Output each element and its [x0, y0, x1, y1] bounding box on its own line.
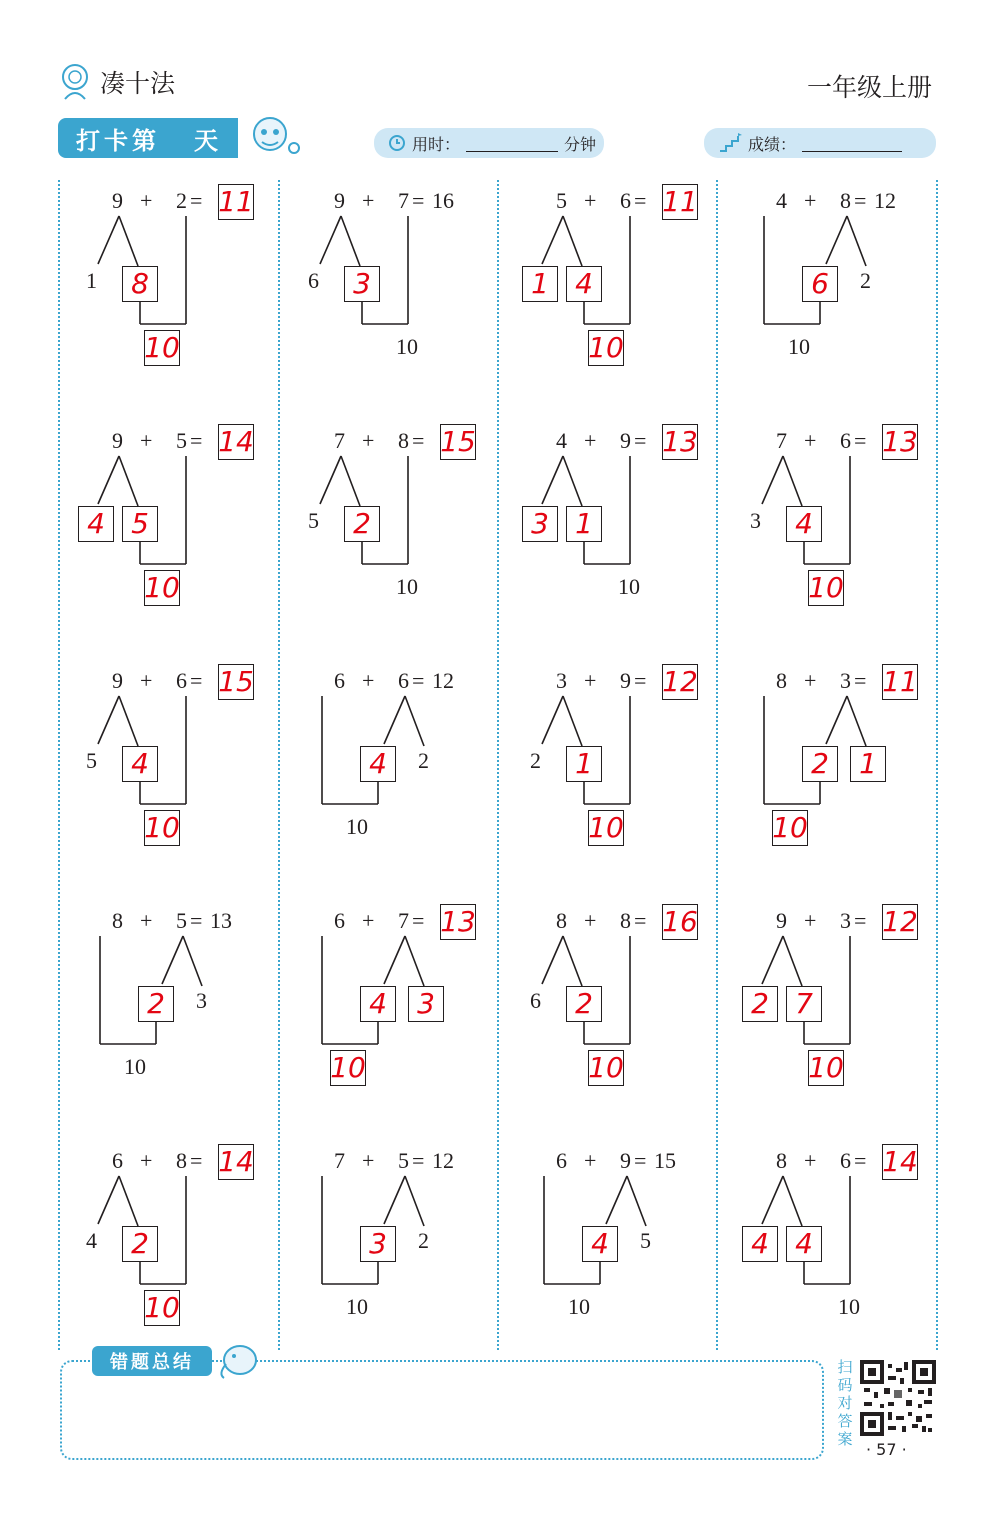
ten-answer-box[interactable]: 10	[772, 811, 808, 844]
plus-sign: +	[584, 668, 597, 693]
equals-sign: =	[190, 1148, 203, 1173]
plus-sign: +	[804, 1148, 817, 1173]
equals-sign: =	[190, 908, 203, 933]
equals-sign: =	[634, 908, 647, 933]
addend-a: 9	[334, 188, 345, 213]
checkin-day: 天	[194, 126, 222, 155]
split-line	[826, 216, 847, 264]
split-line	[384, 1176, 405, 1224]
score-field[interactable]	[704, 128, 936, 158]
split-part: 5	[640, 1228, 651, 1253]
addend-b: 6	[840, 428, 851, 453]
addend-b: 6	[398, 668, 409, 693]
split-part: 3	[750, 508, 761, 533]
split-answer-box[interactable]: 4	[786, 1226, 822, 1262]
addend-a: 6	[334, 668, 345, 693]
addend-b: 5	[176, 428, 187, 453]
equals-sign: =	[412, 428, 425, 453]
ten-value: 10	[346, 1294, 368, 1319]
checkin-label: 打卡第	[76, 126, 160, 155]
score-blank[interactable]	[802, 135, 902, 152]
split-line	[542, 216, 563, 264]
split-answer-box[interactable]: 4	[360, 986, 396, 1022]
plus-sign: +	[362, 908, 375, 933]
time-unit: 分钟	[564, 134, 597, 154]
result-answer-box[interactable]: 11	[882, 665, 918, 698]
addend-b: 8	[620, 908, 631, 933]
split-answer-box[interactable]: 5	[122, 506, 158, 542]
time-blank[interactable]	[466, 135, 558, 152]
split-line	[320, 216, 341, 264]
plus-sign: +	[584, 1148, 597, 1173]
make-ten-problem	[740, 1146, 960, 1376]
split-line	[762, 456, 783, 504]
addend-a: 4	[556, 428, 567, 453]
addend-b: 5	[398, 1148, 409, 1173]
ten-answer-box[interactable]: 10	[144, 1291, 180, 1324]
mascot-monkey-icon	[246, 112, 302, 164]
ten-value: 10	[346, 814, 368, 839]
addend-a: 7	[776, 428, 787, 453]
split-line	[563, 936, 582, 986]
addend-a: 6	[556, 1148, 567, 1173]
result-value: 15	[654, 1148, 676, 1173]
split-line	[119, 456, 138, 506]
page-number: · 57 ·	[866, 1440, 907, 1459]
make-ten-problem	[740, 186, 960, 416]
ten-value: 10	[396, 574, 418, 599]
addend-a: 7	[334, 1148, 345, 1173]
split-line	[405, 936, 424, 986]
split-line	[98, 696, 119, 744]
split-part: 2	[860, 268, 871, 293]
split-answer-box[interactable]: 2	[344, 506, 380, 542]
split-line	[542, 936, 563, 984]
addend-b: 5	[176, 908, 187, 933]
split-line	[542, 696, 563, 744]
plus-sign: +	[362, 1148, 375, 1173]
result-value: 12	[432, 668, 454, 693]
split-part: 5	[308, 508, 319, 533]
result-answer-box[interactable]: 12	[662, 665, 698, 698]
make-ten-problem	[520, 906, 740, 1136]
split-line	[341, 456, 360, 506]
elephant-icon	[216, 1340, 268, 1380]
split-line	[563, 456, 582, 506]
plus-sign: +	[804, 668, 817, 693]
result-answer-box[interactable]: 14	[882, 1145, 918, 1178]
ten-answer-box[interactable]: 10	[808, 1051, 844, 1084]
split-answer-box[interactable]: 4	[360, 746, 396, 782]
time-label: 用时：	[412, 134, 461, 154]
equals-sign: =	[190, 428, 203, 453]
split-answer-box[interactable]: 4	[566, 266, 602, 302]
split-answer-box[interactable]: 1	[566, 506, 602, 542]
ten-answer-box[interactable]: 10	[144, 331, 180, 364]
split-answer-box[interactable]: 7	[786, 986, 822, 1022]
addend-b: 8	[176, 1148, 187, 1173]
result-answer-box[interactable]: 15	[440, 425, 476, 458]
addend-a: 7	[334, 428, 345, 453]
split-line	[98, 1176, 119, 1224]
split-line	[320, 456, 341, 504]
make-ten-problem	[298, 906, 518, 1136]
split-answer-box[interactable]: 4	[122, 746, 158, 782]
split-answer-box[interactable]: 2	[122, 1226, 158, 1262]
ten-answer-box[interactable]: 10	[144, 571, 180, 604]
result-answer-box[interactable]: 13	[440, 905, 476, 938]
make-ten-problem	[76, 426, 296, 656]
equals-sign: =	[854, 428, 867, 453]
ten-answer-box[interactable]: 10	[588, 811, 624, 844]
section-title: 凑十法	[100, 69, 176, 98]
split-answer-box[interactable]: 4	[582, 1226, 618, 1262]
equals-sign: =	[854, 1148, 867, 1173]
equals-sign: =	[634, 188, 647, 213]
split-answer-box[interactable]: 3	[408, 986, 444, 1022]
addend-b: 9	[620, 1148, 631, 1173]
split-answer-box[interactable]: 3	[522, 506, 558, 542]
split-line	[119, 1176, 138, 1226]
split-answer-box[interactable]: 4	[78, 506, 114, 542]
split-part: 2	[418, 748, 429, 773]
split-answer-box[interactable]: 4	[742, 1226, 778, 1262]
addend-b: 6	[176, 668, 187, 693]
addend-a: 8	[776, 668, 787, 693]
result-answer-box[interactable]: 13	[662, 425, 698, 458]
split-part: 2	[418, 1228, 429, 1253]
make-ten-problem	[520, 426, 740, 656]
make-ten-problem	[298, 666, 518, 896]
plus-sign: +	[362, 668, 375, 693]
ten-value: 10	[568, 1294, 590, 1319]
split-answer-box[interactable]: 1	[850, 746, 886, 782]
equals-sign: =	[412, 1148, 425, 1173]
equals-sign: =	[412, 188, 425, 213]
make-ten-problem	[520, 666, 740, 896]
time-field[interactable]	[374, 128, 604, 158]
split-answer-box[interactable]: 1	[566, 746, 602, 782]
addend-b: 9	[620, 428, 631, 453]
addend-b: 2	[176, 188, 187, 213]
result-answer-box[interactable]: 15	[218, 665, 254, 698]
plus-sign: +	[804, 908, 817, 933]
split-line	[826, 696, 847, 744]
addend-b: 6	[620, 188, 631, 213]
plus-sign: +	[804, 428, 817, 453]
equals-sign: =	[854, 188, 867, 213]
split-part: 1	[86, 268, 97, 293]
plus-sign: +	[140, 908, 153, 933]
plus-sign: +	[584, 428, 597, 453]
split-line	[119, 696, 138, 746]
header-section	[60, 60, 175, 104]
plus-sign: +	[140, 1148, 153, 1173]
summary-label: 错题总结	[92, 1346, 212, 1376]
result-answer-box[interactable]: 13	[882, 425, 918, 458]
equals-sign: =	[854, 668, 867, 693]
qr-code-icon[interactable]	[860, 1360, 936, 1436]
addend-a: 9	[112, 188, 123, 213]
ten-answer-box[interactable]: 10	[144, 811, 180, 844]
ten-answer-box[interactable]: 10	[330, 1051, 366, 1084]
split-part: 2	[530, 748, 541, 773]
addend-b: 3	[840, 668, 851, 693]
split-line	[384, 936, 405, 984]
addend-b: 7	[398, 908, 409, 933]
clock-icon	[388, 134, 406, 152]
ten-value: 10	[618, 574, 640, 599]
make-ten-problem	[298, 426, 518, 656]
equals-sign: =	[412, 908, 425, 933]
result-value: 12	[874, 188, 896, 213]
split-line	[384, 696, 405, 744]
split-line	[783, 1176, 802, 1226]
split-answer-box[interactable]: 8	[122, 266, 158, 302]
ten-value: 10	[838, 1294, 860, 1319]
split-part: 6	[308, 268, 319, 293]
make-ten-problem	[76, 906, 296, 1136]
split-line	[341, 216, 360, 266]
equals-sign: =	[190, 188, 203, 213]
make-ten-problem	[298, 186, 518, 416]
plus-sign: +	[804, 188, 817, 213]
split-line	[162, 936, 183, 984]
result-answer-box[interactable]: 12	[882, 905, 918, 938]
split-line	[542, 456, 563, 504]
split-answer-box[interactable]: 2	[802, 746, 838, 782]
equals-sign: =	[412, 668, 425, 693]
split-line	[762, 1176, 783, 1224]
addend-a: 4	[776, 188, 787, 213]
addend-a: 6	[112, 1148, 123, 1173]
result-answer-box[interactable]: 11	[218, 185, 254, 218]
split-line	[847, 216, 866, 266]
result-answer-box[interactable]: 14	[218, 425, 254, 458]
equals-sign: =	[634, 1148, 647, 1173]
ten-value: 10	[124, 1054, 146, 1079]
make-ten-problem	[298, 1146, 518, 1376]
split-line	[563, 696, 582, 746]
split-line	[606, 1176, 627, 1224]
split-line	[119, 216, 138, 266]
make-ten-problem	[740, 906, 960, 1136]
make-ten-problem	[76, 666, 296, 896]
split-answer-box[interactable]: 1	[522, 266, 558, 302]
split-part: 5	[86, 748, 97, 773]
split-line	[847, 696, 866, 746]
addend-a: 9	[112, 668, 123, 693]
split-line	[627, 1176, 646, 1226]
plus-sign: +	[140, 428, 153, 453]
split-answer-box[interactable]: 6	[802, 266, 838, 302]
split-line	[405, 696, 424, 746]
addend-b: 8	[840, 188, 851, 213]
result-value: 13	[210, 908, 232, 933]
score-label: 成绩：	[748, 134, 797, 154]
ten-answer-box[interactable]: 10	[588, 1051, 624, 1084]
split-answer-box[interactable]: 3	[360, 1226, 396, 1262]
addend-b: 3	[840, 908, 851, 933]
result-answer-box[interactable]: 11	[662, 185, 698, 218]
addend-a: 8	[556, 908, 567, 933]
split-answer-box[interactable]: 2	[566, 986, 602, 1022]
result-value: 12	[432, 1148, 454, 1173]
mascot-lion-icon	[60, 63, 90, 101]
split-answer-box[interactable]: 4	[786, 506, 822, 542]
result-answer-box[interactable]: 14	[218, 1145, 254, 1178]
stairs-flag-icon	[718, 133, 742, 153]
equals-sign: =	[854, 908, 867, 933]
addend-a: 9	[112, 428, 123, 453]
ten-answer-box[interactable]: 10	[588, 331, 624, 364]
equals-sign: =	[190, 668, 203, 693]
plus-sign: +	[584, 908, 597, 933]
split-answer-box[interactable]: 2	[138, 986, 174, 1022]
plus-sign: +	[362, 188, 375, 213]
plus-sign: +	[584, 188, 597, 213]
ten-value: 10	[396, 334, 418, 359]
make-ten-problem	[740, 426, 960, 656]
equals-sign: =	[634, 428, 647, 453]
addend-b: 9	[620, 668, 631, 693]
addend-a: 3	[556, 668, 567, 693]
grade-label: 一年级上册	[806, 73, 932, 102]
plus-sign: +	[362, 428, 375, 453]
addend-b: 7	[398, 188, 409, 213]
plus-sign: +	[140, 188, 153, 213]
split-line	[783, 936, 802, 986]
addend-b: 6	[840, 1148, 851, 1173]
make-ten-problem	[76, 186, 296, 416]
column-divider	[58, 180, 60, 1350]
make-ten-problem	[740, 666, 960, 896]
make-ten-problem	[520, 1146, 740, 1376]
addend-a: 9	[776, 908, 787, 933]
split-line	[563, 216, 582, 266]
split-line	[98, 216, 119, 264]
split-answer-box[interactable]: 2	[742, 986, 778, 1022]
ten-value: 10	[788, 334, 810, 359]
split-line	[762, 936, 783, 984]
addend-b: 8	[398, 428, 409, 453]
split-part: 4	[86, 1228, 97, 1253]
qr-caption: 扫码对答案	[837, 1358, 853, 1448]
split-part: 6	[530, 988, 541, 1013]
split-line	[183, 936, 202, 986]
split-line	[98, 456, 119, 504]
addend-a: 8	[112, 908, 123, 933]
checkin-banner	[58, 118, 238, 158]
addend-a: 8	[776, 1148, 787, 1173]
result-value: 16	[432, 188, 454, 213]
addend-a: 5	[556, 188, 567, 213]
ten-answer-box[interactable]: 10	[808, 571, 844, 604]
split-part: 3	[196, 988, 207, 1013]
plus-sign: +	[140, 668, 153, 693]
addend-a: 6	[334, 908, 345, 933]
result-answer-box[interactable]: 16	[662, 905, 698, 938]
equals-sign: =	[634, 668, 647, 693]
split-line	[405, 1176, 424, 1226]
split-answer-box[interactable]: 3	[344, 266, 380, 302]
make-ten-problem	[520, 186, 740, 416]
split-line	[783, 456, 802, 506]
